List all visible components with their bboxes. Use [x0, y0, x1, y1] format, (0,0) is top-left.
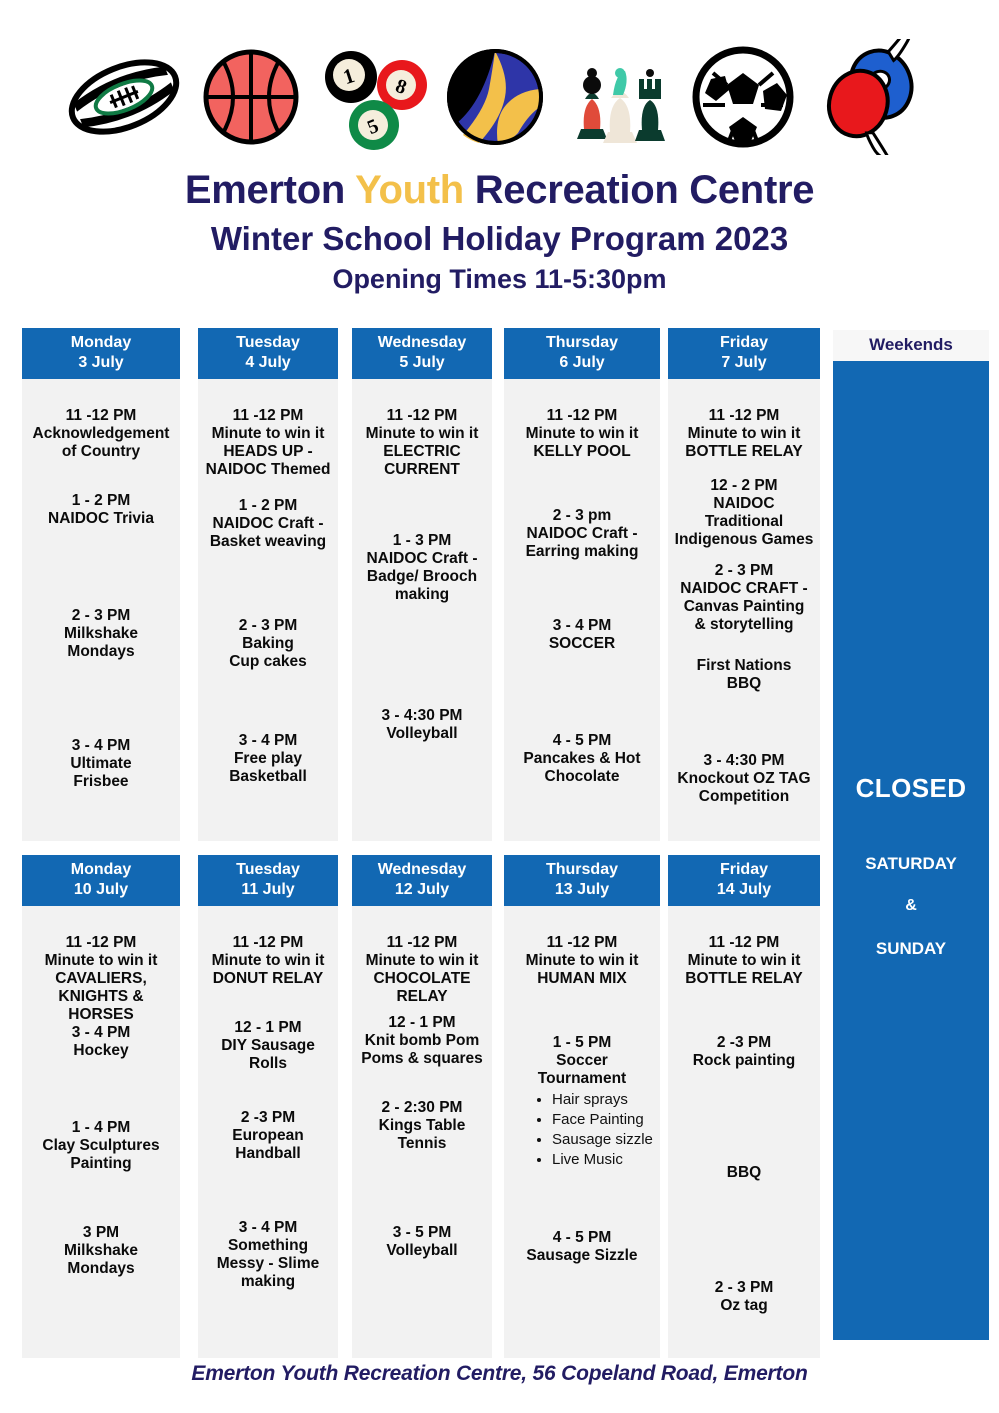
event-time: 12 - 2 PM	[710, 477, 778, 494]
event-name-line: Milkshake	[63, 624, 139, 642]
day-name: Monday	[70, 861, 132, 878]
opening-times: Opening Times 11-5:30pm	[332, 264, 667, 295]
event-entry	[670, 1034, 818, 1070]
event-time: 4 - 5 PM	[552, 1229, 612, 1246]
event-name-line: Clay Sculptures	[42, 1136, 160, 1154]
weekends-body	[833, 361, 989, 1340]
day-name: Monday	[70, 334, 132, 351]
event-name-line: Chocolate	[544, 767, 620, 785]
event-time: 3 - 5 PM	[392, 1224, 452, 1241]
day-date: 3 July	[78, 354, 124, 371]
event-name-line: Handball	[235, 1144, 301, 1162]
event-name-line: Something	[227, 1236, 309, 1254]
event-name-line: making	[394, 585, 450, 603]
event-entry	[506, 507, 658, 561]
day-header	[198, 328, 338, 379]
event-entry	[670, 1164, 818, 1182]
event-time: 11 -12 PM	[386, 934, 458, 951]
weekend-day-list	[833, 841, 989, 957]
event-name-line: Pancakes & Hot	[523, 749, 641, 767]
event-name-line: NAIDOC Trivia	[48, 509, 154, 527]
event-time: 11 -12 PM	[232, 407, 304, 424]
day-name: Wednesday	[377, 861, 467, 878]
page-subtitle: Winter School Holiday Program 2023	[210, 219, 789, 257]
event-time: 2 -3 PM	[716, 1034, 772, 1051]
event-name-line: Mondays	[67, 642, 135, 660]
event-name-line: KNIGHTS &	[58, 987, 144, 1005]
event-time: 12 - 1 PM	[234, 1019, 302, 1036]
event-time: 11 -12 PM	[708, 934, 780, 951]
event-name-line: Tournament	[537, 1069, 627, 1087]
event-name-line: RELAY	[396, 987, 448, 1005]
event-time: 1 - 3 PM	[392, 532, 452, 549]
day-name: Tuesday	[236, 861, 300, 878]
event-time: 1 - 5 PM	[552, 1034, 612, 1051]
event-name-line: NAIDOC	[713, 494, 775, 512]
event-name-line: Minute to win it	[211, 951, 325, 969]
event-name-line: Traditional	[704, 512, 784, 530]
event-bullet-item: • Face Painting	[552, 1110, 658, 1130]
event-name-line: NAIDOC CRAFT -	[680, 579, 808, 597]
day-header	[668, 328, 820, 379]
event-time: 1 - 2 PM	[71, 492, 131, 509]
event-name-line: of Country	[61, 442, 141, 460]
event-time: 11 -12 PM	[386, 407, 458, 424]
volleyball-icon	[445, 45, 545, 149]
day-column-monday-3-july	[22, 328, 180, 841]
event-entry	[506, 732, 658, 786]
day-events	[352, 906, 492, 1358]
event-name-line: Minute to win it	[365, 951, 479, 969]
day-column-wednesday-12-july	[352, 855, 492, 1358]
event-entry	[354, 532, 490, 604]
day-events	[668, 379, 820, 841]
day-events	[352, 379, 492, 841]
weekend-ampersand: &	[905, 897, 917, 914]
footer-address: Emerton Youth Recreation Centre, 56 Copeland Road, Emerton	[191, 1362, 808, 1385]
day-column-wednesday-5-july	[352, 328, 492, 841]
event-entry	[354, 1224, 490, 1260]
event-name-line: Basket weaving	[209, 532, 327, 550]
event-time: 1 - 2 PM	[238, 497, 298, 514]
event-name-line: BBQ	[726, 1164, 762, 1181]
event-name-line: Sausage Sizzle	[526, 1246, 638, 1264]
event-name-line: KELLY POOL	[533, 442, 631, 460]
day-name: Thursday	[545, 861, 618, 878]
event-time: 11 -12 PM	[708, 407, 780, 424]
event-name-line: Minute to win it	[44, 951, 158, 969]
day-date: 12 July	[394, 881, 450, 898]
event-time: 11 -12 PM	[65, 407, 137, 424]
title-part-1: Emerton	[184, 168, 356, 212]
event-entry	[354, 1014, 490, 1068]
day-header	[504, 328, 660, 379]
day-column-thursday-13-july	[504, 855, 660, 1358]
day-header	[352, 328, 492, 379]
event-bullet-list	[506, 1090, 658, 1170]
event-entry	[354, 407, 490, 479]
event-name-line: Rock painting	[692, 1051, 796, 1069]
event-name-line: Painting	[70, 1154, 132, 1172]
event-name-line: Kings Table	[378, 1116, 466, 1134]
event-entry	[24, 407, 178, 461]
day-events	[668, 906, 820, 1358]
event-time: 11 -12 PM	[546, 407, 618, 424]
event-entry	[506, 1229, 658, 1265]
day-date: 6 July	[559, 354, 605, 371]
event-name-line: Poms & squares	[361, 1049, 483, 1067]
weekend-sunday: SUNDAY	[875, 939, 947, 958]
day-date: 7 July	[721, 354, 767, 371]
day-events	[22, 906, 180, 1358]
event-name-line: Volleyball	[386, 1241, 458, 1259]
day-header	[22, 855, 180, 906]
event-name-line: Minute to win it	[365, 424, 479, 442]
event-entry	[670, 407, 818, 461]
event-name-line: BOTTLE RELAY	[685, 969, 803, 987]
event-time: 3 - 4 PM	[71, 1024, 131, 1041]
event-name-line: ELECTRIC	[383, 442, 461, 460]
chess-pieces-icon	[563, 43, 671, 151]
event-entry	[200, 407, 336, 479]
event-time: 11 -12 PM	[65, 934, 137, 951]
event-entry	[506, 1034, 658, 1170]
event-name-line: DIY Sausage	[221, 1036, 315, 1054]
weekends-header: Weekends	[833, 330, 989, 361]
event-entry	[670, 1279, 818, 1315]
event-entry	[24, 492, 178, 528]
day-date: 11 July	[241, 881, 295, 898]
event-name-line: Free play	[233, 749, 303, 767]
event-time: 2 - 3 PM	[238, 617, 298, 634]
event-name-line: Badge/ Brooch	[366, 567, 478, 585]
event-entry	[506, 617, 658, 653]
event-name-line: Rolls	[249, 1054, 287, 1072]
event-name-line: Minute to win it	[211, 424, 325, 442]
day-events	[22, 379, 180, 841]
event-entry	[24, 737, 178, 791]
title-part-2: Recreation Centre	[463, 168, 815, 212]
event-name-line: NAIDOC Themed	[205, 460, 331, 478]
event-name-line: Basketball	[229, 767, 307, 785]
event-entry	[506, 407, 658, 461]
event-name-line: SOCCER	[548, 634, 616, 652]
event-name-line: Messy - Slime	[216, 1254, 320, 1272]
event-time: 3 - 4 PM	[238, 1219, 298, 1236]
title-accent-word: Youth	[355, 168, 464, 212]
title-block	[0, 168, 999, 296]
event-time: 2 -3 PM	[240, 1109, 296, 1126]
day-name: Thursday	[545, 334, 618, 351]
event-entry	[670, 934, 818, 988]
day-events	[504, 379, 660, 841]
day-header	[504, 855, 660, 906]
day-header	[352, 855, 492, 906]
event-time: 2 - 2:30 PM	[381, 1099, 463, 1116]
event-name-line: Oz tag	[720, 1296, 768, 1314]
event-time: 3 - 4:30 PM	[381, 707, 463, 724]
event-name-line: Minute to win it	[525, 424, 639, 442]
event-time: 3 PM	[82, 1224, 120, 1241]
day-events	[198, 379, 338, 841]
page-title	[0, 168, 999, 213]
day-events	[504, 906, 660, 1358]
event-entry	[24, 1024, 178, 1060]
day-column-tuesday-4-july	[198, 328, 338, 841]
event-name-line: Cup cakes	[229, 652, 307, 670]
event-name-line: NAIDOC Craft -	[526, 524, 638, 542]
event-time: 2 - 3 PM	[71, 607, 131, 624]
event-time: 11 -12 PM	[232, 934, 304, 951]
day-date: 5 July	[399, 354, 445, 371]
event-name-line: Minute to win it	[525, 951, 639, 969]
event-name-line: Knockout OZ TAG	[677, 769, 811, 787]
rugby-ball-icon	[65, 42, 183, 152]
event-entry	[506, 934, 658, 988]
event-time: 3 - 4 PM	[552, 617, 612, 634]
day-date: 14 July	[716, 881, 772, 898]
event-time: 3 - 4 PM	[238, 732, 298, 749]
event-entry	[200, 617, 336, 671]
svg-text:1: 1	[339, 63, 357, 90]
event-time: 11 -12 PM	[546, 934, 618, 951]
day-column-monday-10-july	[22, 855, 180, 1358]
event-entry	[24, 934, 178, 1024]
day-column-tuesday-11-july	[198, 855, 338, 1358]
day-column-thursday-6-july	[504, 328, 660, 841]
event-name-line: CURRENT	[384, 460, 460, 478]
event-time: 12 - 1 PM	[388, 1014, 456, 1031]
event-name-line: CHOCOLATE	[373, 969, 471, 987]
event-name-line: Earring making	[525, 542, 639, 560]
event-name-line: making	[240, 1272, 296, 1290]
event-entry	[200, 1109, 336, 1163]
event-time: 2 - 3 PM	[714, 562, 774, 579]
event-name-line: HORSES	[68, 1005, 134, 1023]
event-entry	[24, 1224, 178, 1278]
event-name-line: Ultimate	[70, 754, 132, 772]
event-entry	[670, 657, 818, 693]
day-events	[198, 906, 338, 1358]
event-entry	[354, 934, 490, 1006]
event-name-line: DONUT RELAY	[212, 969, 324, 987]
event-entry	[670, 752, 818, 806]
day-date: 13 July	[554, 881, 610, 898]
event-entry	[24, 1119, 178, 1173]
event-name-line: First Nations	[696, 657, 792, 674]
event-name-line: CAVALIERS,	[55, 969, 147, 987]
event-name-line: Milkshake	[63, 1241, 139, 1259]
event-entry	[200, 934, 336, 988]
svg-text:8: 8	[392, 74, 409, 100]
event-entry	[670, 477, 818, 549]
event-bullet-item: • Sausage sizzle	[552, 1130, 658, 1150]
event-name-line: Knit bomb Pom	[364, 1031, 480, 1049]
event-name-line: Frisbee	[73, 772, 129, 790]
day-header	[198, 855, 338, 906]
event-entry	[354, 1099, 490, 1153]
event-name-line: NAIDOC Craft -	[366, 549, 478, 567]
billiard-balls-icon	[319, 43, 427, 151]
event-name-line: Minute to win it	[687, 951, 801, 969]
event-entry	[200, 732, 336, 786]
day-date: 4 July	[245, 354, 291, 371]
day-header	[22, 328, 180, 379]
basketball-icon	[201, 47, 301, 147]
event-name-line: Soccer	[556, 1051, 608, 1069]
event-name-line: & storytelling	[694, 615, 794, 633]
event-name-line: Baking	[242, 634, 294, 652]
event-name-line: Canvas Painting	[683, 597, 805, 615]
day-date: 10 July	[73, 881, 129, 898]
event-entry	[670, 562, 818, 634]
day-name: Tuesday	[236, 334, 300, 351]
day-header	[668, 855, 820, 906]
soccer-ball-icon	[689, 43, 797, 151]
event-name-line: HEADS UP -	[223, 442, 313, 460]
event-time: 3 - 4:30 PM	[703, 752, 785, 769]
event-entry	[354, 707, 490, 743]
event-time: 2 - 3 pm	[552, 507, 612, 524]
event-name-line: Minute to win it	[687, 424, 801, 442]
day-name: Wednesday	[377, 334, 467, 351]
event-name-line: Competition	[698, 787, 790, 805]
day-column-friday-14-july	[668, 855, 820, 1358]
event-name-line: HUMAN MIX	[537, 969, 627, 987]
event-entry	[200, 497, 336, 551]
sports-icon-strip	[0, 22, 999, 172]
closed-status: CLOSED	[855, 773, 967, 803]
event-entry	[24, 607, 178, 661]
event-time: 2 - 3 PM	[714, 1279, 774, 1296]
event-name-line: BOTTLE RELAY	[685, 442, 803, 460]
event-entry	[200, 1019, 336, 1073]
event-name-line: European	[232, 1126, 304, 1144]
event-name-line: Tennis	[397, 1134, 447, 1152]
day-name: Friday	[719, 861, 768, 878]
weekends-column	[833, 330, 989, 1340]
event-bullet-item: • Hair sprays	[552, 1090, 658, 1110]
event-time: 1 - 4 PM	[71, 1119, 131, 1136]
event-name-line: BBQ	[726, 674, 762, 692]
event-name-line: Volleyball	[386, 724, 458, 742]
table-tennis-paddles-icon	[815, 39, 935, 155]
event-time: 4 - 5 PM	[552, 732, 612, 749]
event-name-line: Indigenous Games	[674, 530, 814, 548]
event-time: 3 - 4 PM	[71, 737, 131, 754]
svg-text:5: 5	[363, 114, 382, 140]
day-column-friday-7-july	[668, 328, 820, 841]
weekend-saturday: SATURDAY	[865, 854, 957, 873]
event-entry	[200, 1219, 336, 1291]
event-name-line: Hockey	[73, 1041, 129, 1059]
event-name-line: NAIDOC Craft -	[212, 514, 324, 532]
event-name-line: Mondays	[67, 1259, 135, 1277]
day-name: Friday	[719, 334, 768, 351]
event-bullet-item: • Live Music	[552, 1150, 658, 1170]
event-name-line: Acknowledgement	[32, 424, 170, 442]
